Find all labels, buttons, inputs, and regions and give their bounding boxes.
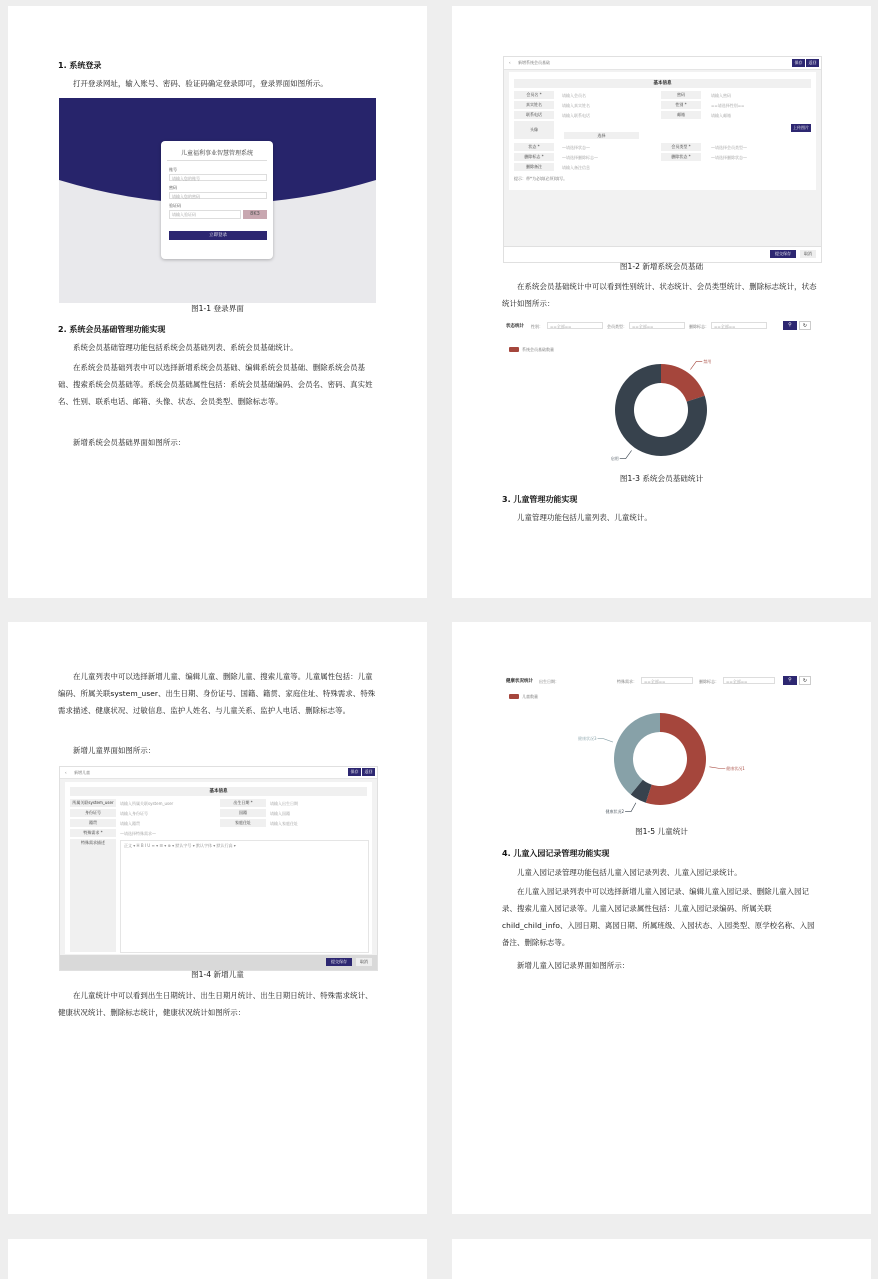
status-pie-chart	[503, 318, 820, 473]
search-icon[interactable]: ⚲	[783, 676, 797, 685]
field-input[interactable]: 请输入联系电话	[562, 113, 590, 118]
form-breadcrumb: 新增儿童	[74, 770, 90, 775]
section-2-heading: 2. 系统会员基础管理功能实现	[58, 325, 166, 334]
section-4-heading: 4. 儿童入园记录管理功能实现	[502, 849, 610, 858]
child-form-screenshot	[59, 766, 378, 971]
field-label: 所属关联system_user	[70, 799, 116, 807]
submit-save-button[interactable]: 提交保存	[770, 250, 796, 258]
pie-label-line	[709, 767, 725, 769]
page3-paragraph-1: 在儿童列表中可以选择新增儿童、编辑儿童、删除儿童、搜索儿童等。儿童属性包括：儿童编码、所属关联system_user、出生日期、身份证号、国籍、籍贯、家庭住址、特殊需求、特殊需求描述、健康状况、过敏信息、监护人姓名、与儿童关系、监护人电话、删除标志等。	[58, 672, 376, 715]
field-label: 真实姓名	[514, 101, 554, 109]
field-select[interactable]: —请选择状态—	[562, 145, 590, 150]
figure-1-5-caption: 图1-5 儿童统计	[635, 827, 688, 836]
form-back-button[interactable]: 返回	[362, 768, 375, 776]
pie-slice-label: 健康状况1	[726, 765, 745, 771]
document-page-1	[8, 6, 427, 598]
cancel-button[interactable]: 取消	[356, 958, 372, 966]
back-arrow-icon[interactable]: ‹	[65, 770, 67, 775]
form-card	[65, 782, 372, 954]
form-hint: 提示：带*为必填(必须)填写。	[514, 176, 568, 181]
pie-label-line	[620, 450, 632, 458]
document-page-2	[452, 6, 871, 598]
field-input[interactable]: 请输入真实姓名	[562, 103, 590, 108]
figure-1-3-caption: 图1-3 系统会员基础统计	[619, 474, 704, 483]
captcha-input[interactable]: 请输入验证码	[169, 210, 241, 219]
field-select[interactable]: —请选择删除标志—	[562, 155, 598, 160]
field-label: 性别 *	[661, 101, 701, 109]
field-label: 会员名 *	[514, 91, 554, 99]
document-page-3	[8, 622, 427, 1214]
figure-1-2-caption: 图1-2 新增系统会员基础	[619, 262, 704, 271]
pie-label-line	[690, 361, 702, 369]
delete-filter-label: 删除标志：	[699, 679, 719, 684]
document-page-6	[452, 1239, 871, 1279]
pie-slice-label: 健康状况2	[605, 809, 625, 815]
health-chart-screenshot	[503, 672, 820, 824]
document-page-5	[8, 1239, 427, 1279]
field-label: 密码	[661, 91, 701, 99]
section-4-paragraph-3: 新增儿童入园记录界面如图所示：	[517, 961, 630, 970]
field-label: 头像	[514, 121, 554, 139]
form-breadcrumb: 新增系统会员基础	[518, 60, 550, 65]
section-1-paragraph: 打开登录网址，输入账号、密码、验证码确定登录即可，登录界面如图所示。	[73, 79, 328, 88]
form-save-button[interactable]: 保存	[348, 768, 361, 776]
field-select[interactable]: ==请选择性别==	[711, 103, 745, 108]
type-filter-select[interactable]: ==全部==	[629, 322, 685, 329]
chart-title: 健康状况统计	[506, 679, 533, 684]
figure-1-4-caption: 图1-4 新增儿童	[191, 970, 244, 979]
delete-filter-label: 删除标志：	[689, 324, 709, 329]
section-3-heading: 3. 儿童管理功能实现	[502, 495, 578, 504]
select-file-button[interactable]: 选择	[564, 132, 639, 139]
field-label: 删除状态 *	[661, 153, 701, 161]
chart-legend: 系统会员基础数量	[522, 347, 554, 352]
field-label: 会员类型 *	[661, 143, 701, 151]
field-label: 删除标志 *	[514, 153, 554, 161]
need-filter-select[interactable]: ==全部==	[641, 677, 693, 684]
captcha-image[interactable]: 8K3	[243, 210, 267, 219]
field-label: 国籍	[220, 809, 266, 817]
pie-label-line	[598, 739, 613, 742]
delete-filter-select[interactable]: ==全部==	[723, 677, 775, 684]
chart-title: 状态统计	[506, 324, 524, 329]
login-submit-button[interactable]: 立即登录	[169, 231, 267, 240]
section-2-paragraph-3: 新增系统会员基础界面如图所示：	[73, 438, 186, 447]
captcha-label: 验证码	[169, 203, 181, 208]
field-input[interactable]: 请输入身份证号	[120, 811, 148, 816]
section-4-paragraph-1: 儿童入园记录管理功能包括儿童入园记录列表、儿童入园记录统计。	[517, 868, 742, 877]
figure-1-1-caption: 图1-1 登录界面	[191, 304, 244, 313]
field-label: 删除备注	[514, 163, 554, 171]
status-chart-screenshot	[503, 318, 820, 473]
field-input[interactable]: 请输入会员名	[562, 93, 586, 98]
field-label: 特殊需求描述	[70, 839, 116, 952]
pie-slice[interactable]	[614, 713, 660, 794]
refresh-icon[interactable]: ↻	[799, 676, 811, 685]
field-input[interactable]: 请输入邮箱	[711, 113, 731, 118]
need-filter-label: 特殊需求：	[617, 679, 637, 684]
document-page-4	[452, 622, 871, 1214]
login-card	[161, 141, 273, 259]
field-label: 邮箱	[661, 111, 701, 119]
field-input[interactable]: 请输入出生日期	[270, 801, 298, 806]
form-section-title: 基本信息	[70, 787, 367, 796]
gender-filter-label: 性别：	[531, 324, 543, 329]
field-input[interactable]: 请输入备注信息	[562, 165, 590, 170]
pie-slice-label: 禁用	[703, 358, 712, 364]
login-screenshot	[59, 98, 376, 303]
refresh-icon[interactable]: ↻	[799, 321, 811, 330]
back-arrow-icon[interactable]: ‹	[509, 60, 511, 65]
section-2-paragraph-1: 系统会员基础管理功能包括系统会员基础列表、系统会员基础统计。	[73, 343, 298, 352]
editor-toolbar[interactable]: 正文 ▾ H B I U ≡ ▾ ☰ ▾ ⊕ ▾ 默认字号 ▾ 默认字体 ▾ 默认行高 ▾	[124, 843, 236, 848]
pie-slice-label: 健康状况3	[578, 736, 597, 742]
cancel-button[interactable]: 取消	[800, 250, 816, 258]
section-1-heading: 1. 系统登录	[58, 61, 102, 70]
field-input[interactable]: 请输入所属关联system_user	[120, 801, 174, 806]
field-input[interactable]: 请输入家庭住址	[270, 821, 298, 826]
health-pie-chart	[503, 672, 820, 824]
password-label: 密码	[169, 185, 177, 190]
rich-text-editor[interactable]	[120, 840, 369, 953]
page2-paragraph-1: 在系统会员基础统计中可以看到性别统计、状态统计、会员类型统计、删除标志统计，状态统计如图所示：	[502, 282, 817, 308]
field-input[interactable]: 请输入籍贯	[120, 821, 140, 826]
form-save-button[interactable]: 保存	[792, 59, 805, 67]
field-select[interactable]: —请选择会员类型—	[711, 145, 747, 150]
field-input[interactable]: 请输入国籍	[270, 811, 290, 816]
field-label: 特殊需求 *	[70, 829, 116, 837]
field-label: 家庭住址	[220, 819, 266, 827]
upload-image-button[interactable]: 上传图片	[793, 125, 809, 130]
field-label: 联系电话	[514, 111, 554, 119]
field-label: 籍贯	[70, 819, 116, 827]
login-title: 儿童福利事业智慧管理系统	[180, 150, 253, 157]
form-back-button[interactable]: 返回	[806, 59, 819, 67]
type-filter-label: 会员类型：	[607, 324, 627, 329]
section-3-paragraph: 儿童管理功能包括儿童列表、儿童统计。	[517, 513, 652, 522]
page3-paragraph-3: 在儿童统计中可以看到出生日期统计、出生日期月统计、出生日期日统计、特殊需求统计、健康状况统计、删除标志统计，健康状况统计如图所示：	[58, 991, 373, 1017]
pie-label-line	[625, 803, 636, 812]
field-input[interactable]: 请输入密码	[711, 93, 731, 98]
member-form-screenshot	[503, 56, 822, 263]
field-label: 出生日期 *	[220, 799, 266, 807]
chart-legend: 儿童数量	[522, 694, 538, 699]
form-section-title: 基本信息	[514, 79, 811, 88]
date-filter-label: 出生日期：	[539, 679, 559, 684]
account-input[interactable]: 请输入您的账号	[169, 174, 267, 181]
pie-slice-label: 启用	[610, 456, 619, 462]
section-4-paragraph-2: 在儿童入园记录列表中可以选择新增儿童入园记录、编辑儿童入园记录、删除儿童入园记录、搜索儿童入园记录等。儿童入园记录属性包括：儿童入园记录编码、所属关联child_child_info、入园日期、离园日期、所属班级、入园状态、入园类型、原学校名称、入园备注、删除标志等。	[502, 887, 815, 947]
field-select[interactable]: —请选择特殊需求—	[120, 831, 156, 836]
password-input[interactable]: 请输入您的密码	[169, 192, 267, 199]
form-card	[509, 72, 816, 190]
submit-save-button[interactable]: 提交保存	[326, 958, 352, 966]
delete-filter-select[interactable]: ==全部==	[711, 322, 767, 329]
page3-paragraph-2: 新增儿童界面如图所示：	[73, 746, 156, 755]
search-icon[interactable]: ⚲	[783, 321, 797, 330]
gender-filter-select[interactable]: ==全部==	[547, 322, 603, 329]
account-label: 账号	[169, 167, 177, 172]
pie-slice[interactable]	[661, 364, 705, 402]
field-label: 状态 *	[514, 143, 554, 151]
field-select[interactable]: —请选择删除状态—	[711, 155, 747, 160]
section-2-paragraph-2: 在系统会员基础列表中可以选择新增系统会员基础、编辑系统会员基础、删除系统会员基础、搜索系统会员基础等。系统会员基础属性包括：系统会员基础编码、会员名、密码、真实姓名、性别、联系电话、邮箱、头像、状态、会员类型、删除标志等。	[58, 363, 373, 406]
field-label: 身份证号	[70, 809, 116, 817]
